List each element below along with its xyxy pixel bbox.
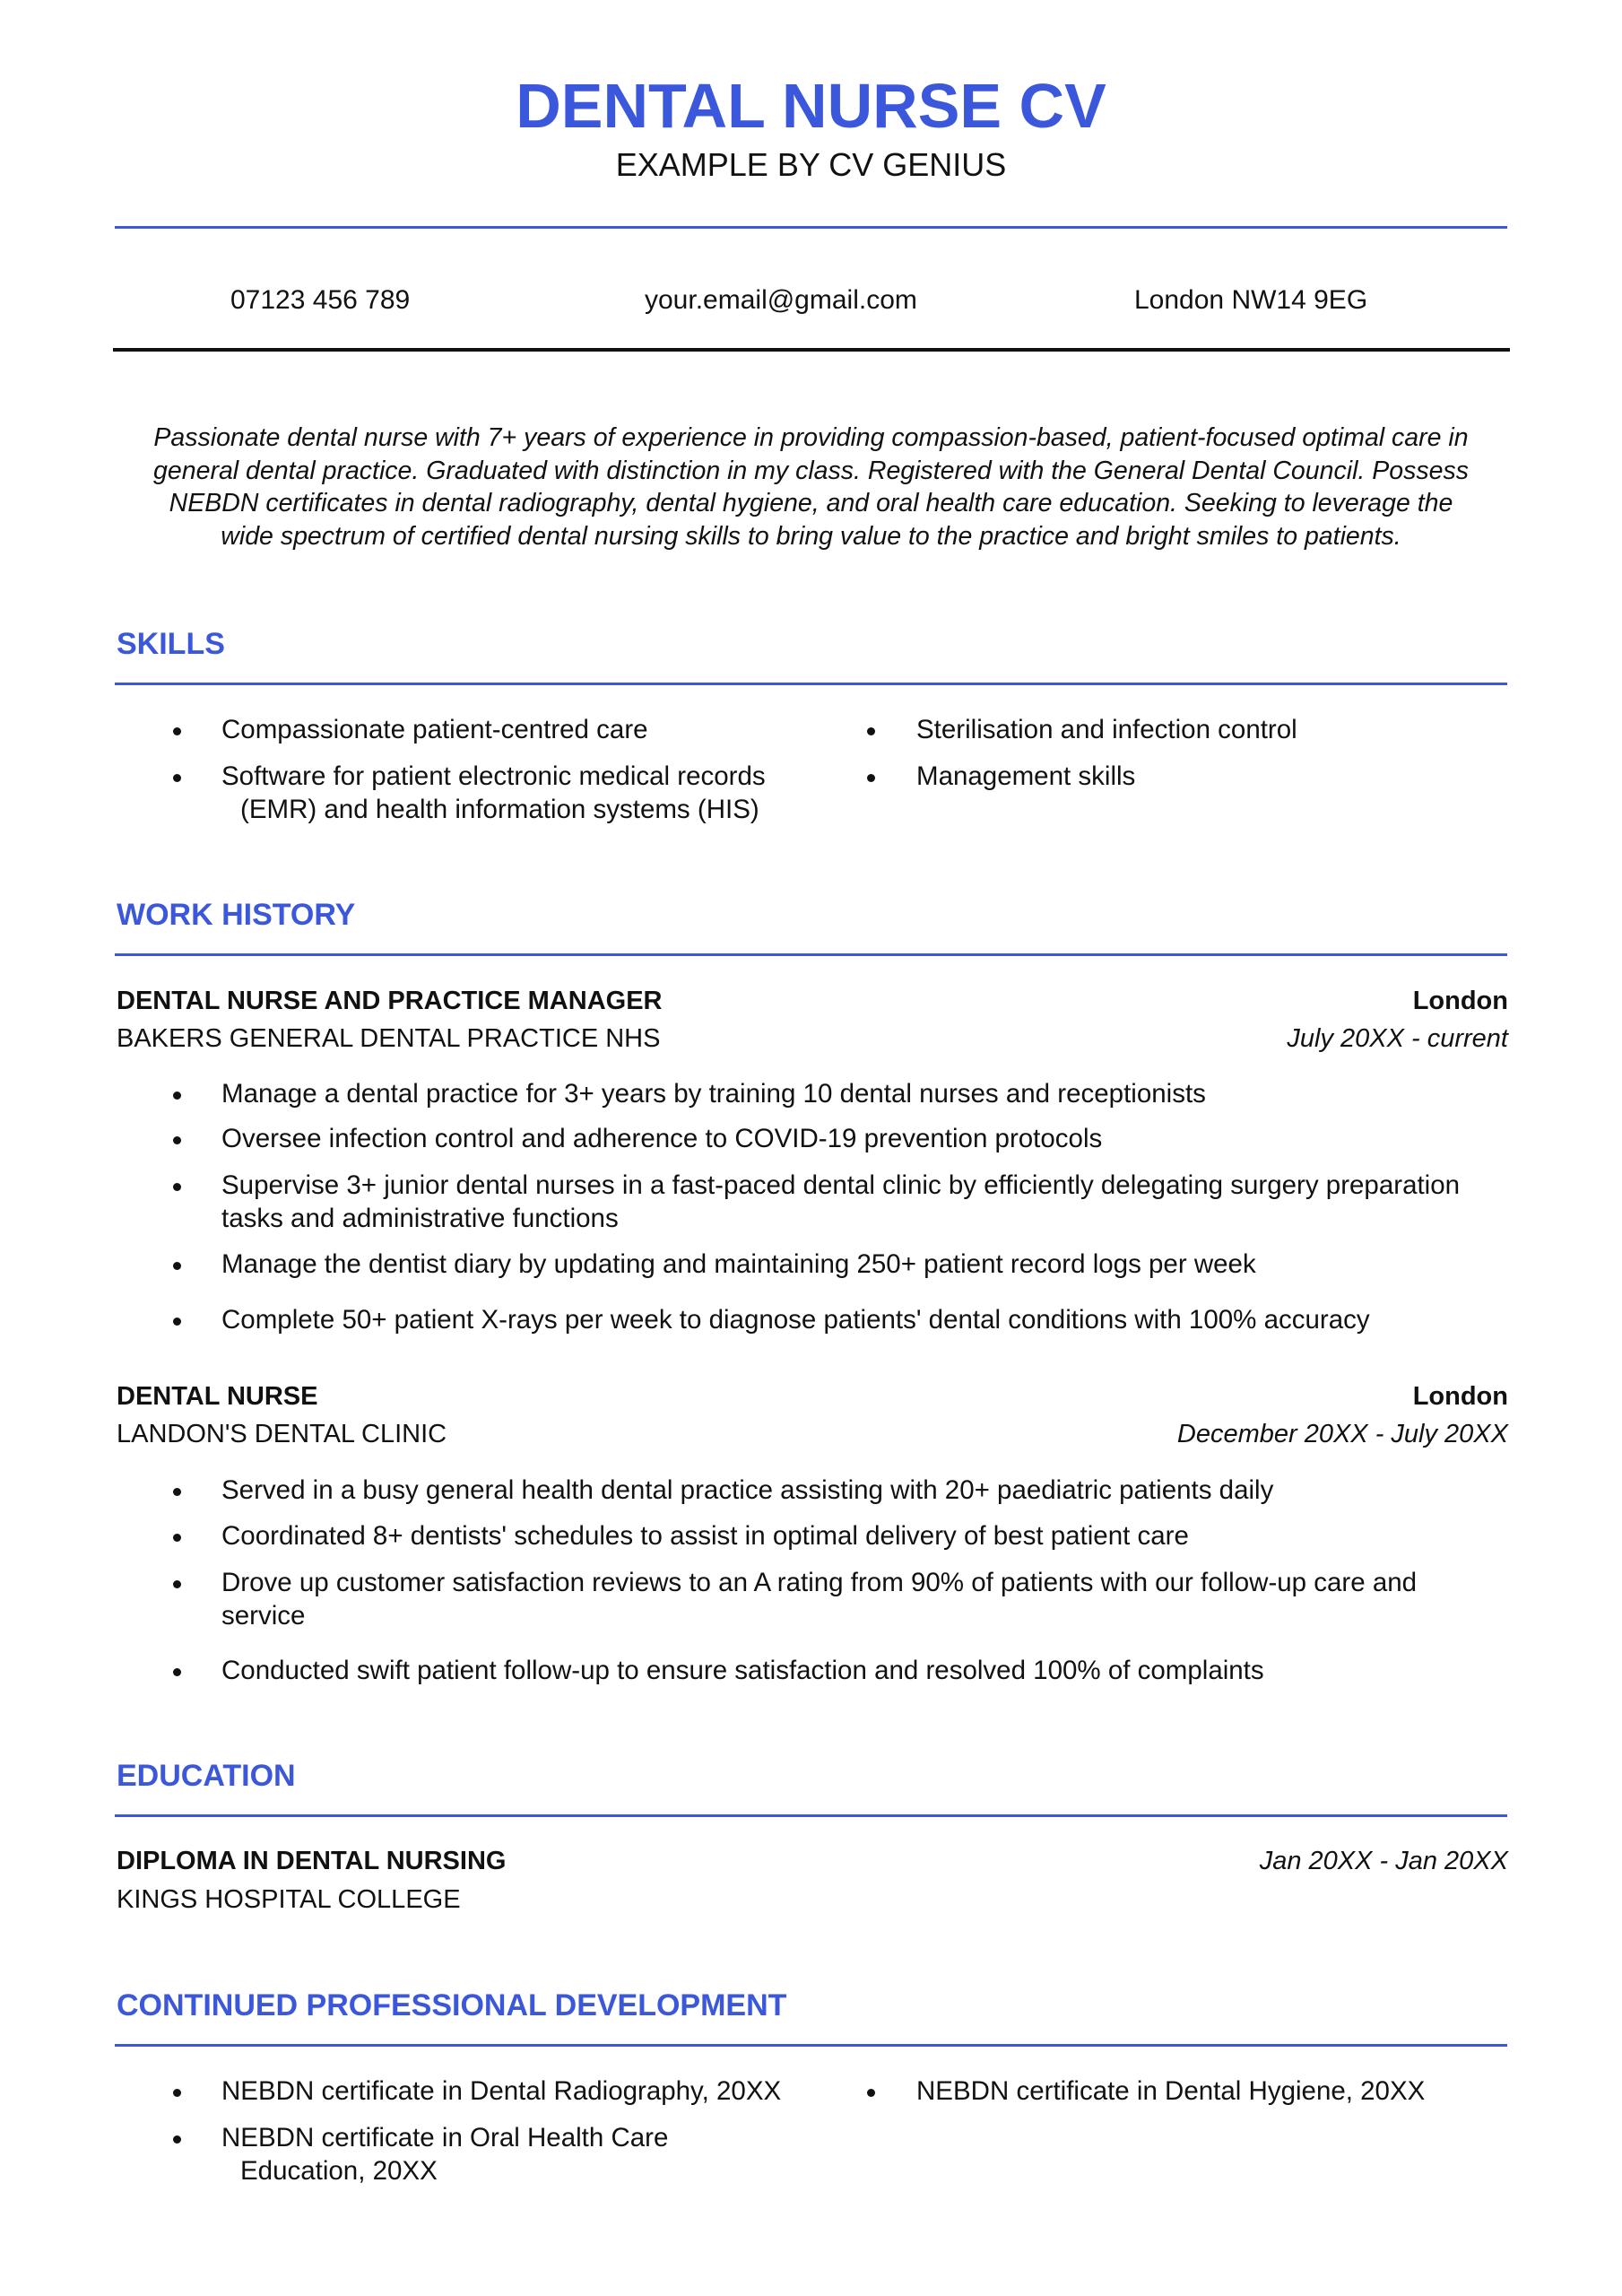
section-heading-skills: SKILLS — [117, 627, 225, 661]
education-divider — [115, 1814, 1507, 1817]
section-heading-cpd: CONTINUED PROFESSIONAL DEVELOPMENT — [117, 1988, 787, 2022]
job-dates: July 20XX - current — [1287, 1024, 1508, 1053]
bullet-icon — [867, 2089, 875, 2097]
bullet-icon — [173, 1091, 181, 1100]
bullet-icon — [173, 1534, 181, 1542]
job-bullet-text-continued: service — [221, 1601, 306, 1631]
bullet-icon — [173, 1136, 181, 1144]
contact-divider — [113, 348, 1510, 352]
section-heading-education: EDUCATION — [117, 1759, 296, 1793]
bullet-icon — [173, 1262, 181, 1270]
job-bullet-text: Oversee infection control and adherence to COVID-19 prevention protocols — [221, 1124, 1103, 1153]
skills-divider — [115, 683, 1507, 685]
cpd-text: NEBDN certificate in Oral Health Care — [221, 2123, 669, 2152]
job-location: London — [1412, 987, 1508, 1015]
summary-line: general dental practice. Graduated with distinction in my class. Registered with the General Dental Council. Possess — [153, 456, 1469, 485]
work-history-divider — [115, 953, 1507, 956]
job-bullet-text: Manage a dental practice for 3+ years by training 10 dental nurses and receptionists — [221, 1079, 1206, 1109]
bullet-icon — [173, 1318, 181, 1326]
job-bullet-text: Served in a busy general health dental practice assisting with 20+ paediatric patients daily — [221, 1475, 1274, 1505]
cpd-text-continued: Education, 20XX — [240, 2156, 438, 2186]
contact-email: your.email@gmail.com — [645, 285, 917, 315]
contact-location: London NW14 9EG — [1134, 285, 1368, 315]
cpd-text: NEBDN certificate in Dental Hygiene, 20XX — [916, 2076, 1426, 2106]
job-title: DENTAL NURSE AND PRACTICE MANAGER — [117, 987, 663, 1015]
job-bullet-text-continued: tasks and administrative functions — [221, 1204, 619, 1233]
section-heading-work-history: WORK HISTORY — [117, 898, 356, 932]
job-bullet-text: Manage the dentist diary by updating and maintaining 250+ patient record logs per week — [221, 1249, 1256, 1279]
job-bullet-text: Supervise 3+ junior dental nurses in a fast-paced dental clinic by efficiently delegating surgery preparation — [221, 1170, 1461, 1200]
job-bullet-text: Drove up customer satisfaction reviews to an A rating from 90% of patients with our follow-up care and — [221, 1568, 1418, 1597]
cpd-text: NEBDN certificate in Dental Radiography, 20XX — [221, 2076, 782, 2106]
job-dates: December 20XX - July 20XX — [1176, 1420, 1508, 1448]
education-dates: Jan 20XX - Jan 20XX — [1259, 1847, 1508, 1875]
bullet-icon — [867, 774, 875, 782]
bullet-icon — [173, 1488, 181, 1496]
job-title: DENTAL NURSE — [117, 1382, 318, 1411]
skill-text-continued: (EMR) and health information systems (HIS) — [240, 795, 759, 824]
bullet-icon — [173, 1183, 181, 1191]
job-bullet-text: Coordinated 8+ dentists' schedules to assist in optimal delivery of best patient care — [221, 1521, 1189, 1551]
bullet-icon — [173, 1580, 181, 1588]
job-bullet-text: Conducted swift patient follow-up to ensure satisfaction and resolved 100% of complaints — [221, 1656, 1264, 1685]
education-school: KINGS HOSPITAL COLLEGE — [117, 1885, 461, 1914]
job-company: BAKERS GENERAL DENTAL PRACTICE NHS — [117, 1024, 661, 1053]
summary-line: NEBDN certificates in dental radiography, dental hygiene, and oral health care education. Seeking to leverage the — [169, 489, 1453, 517]
bullet-icon — [173, 1668, 181, 1676]
job-location: London — [1412, 1382, 1508, 1411]
summary-line: Passionate dental nurse with 7+ years of experience in providing compassion-based, patient-focused optimal care in — [153, 423, 1469, 452]
summary-line: wide spectrum of certified dental nursing skills to bring value to the practice and bright smiles to patients. — [221, 521, 1401, 551]
professional-summary — [115, 422, 1507, 552]
skill-text: Compassionate patient-centred care — [221, 715, 648, 744]
cpd-divider — [115, 2044, 1507, 2047]
bullet-icon — [173, 2135, 181, 2144]
bullet-icon — [867, 727, 875, 735]
bullet-icon — [173, 2089, 181, 2097]
header-divider — [115, 226, 1507, 229]
skill-text: Software for patient electronic medical records — [221, 761, 766, 791]
skill-text: Sterilisation and infection control — [916, 715, 1297, 744]
contact-phone: 07123 456 789 — [230, 285, 411, 315]
cv-subtitle: EXAMPLE BY CV GENIUS — [615, 146, 1007, 183]
job-company: LANDON'S DENTAL CLINIC — [117, 1420, 447, 1448]
cv-title: DENTAL NURSE CV — [516, 71, 1106, 141]
job-bullet-text: Complete 50+ patient X-rays per week to diagnose patients' dental conditions with 100% accuracy — [221, 1305, 1370, 1335]
skill-text: Management skills — [916, 761, 1136, 791]
education-degree: DIPLOMA IN DENTAL NURSING — [117, 1847, 507, 1875]
bullet-icon — [173, 774, 181, 782]
bullet-icon — [173, 727, 181, 735]
